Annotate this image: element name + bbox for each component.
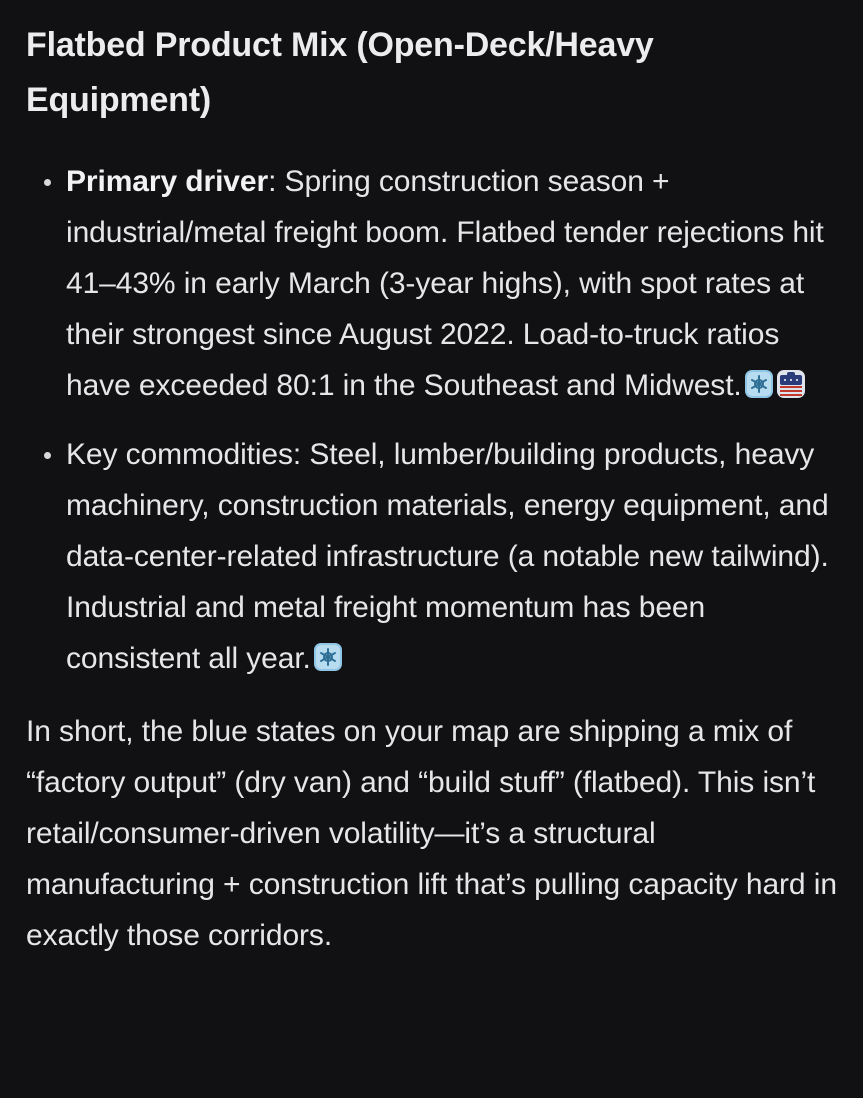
flag-source-icon[interactable] [776, 369, 806, 399]
section-heading-line-1: Flatbed Product Mix (Open-Deck/Heavy [26, 26, 654, 64]
section-heading [26, 18, 846, 128]
bullet-bold-label: Primary driver [66, 165, 269, 198]
snowflake-source-icon[interactable] [744, 369, 774, 399]
snowflake-source-icon[interactable] [313, 642, 343, 672]
bullet-primary-driver [26, 156, 846, 411]
bullet-dot [44, 179, 51, 186]
summary-paragraph: In short, the blue states on your map are shipping a mix of “factory output” (dry van) and “build stuff” (flatbed). This isn’t retail/consumer-driven volatility—it’s a structural manufacturing + construction lift that’s pulling capacity hard in exactly those corridors. [26, 715, 837, 952]
bullet-dot [44, 452, 51, 459]
response-content [26, 18, 846, 961]
bullet-key-commodities [26, 429, 846, 684]
bullet-text: : Spring construction season + industrial/metal freight boom. Flatbed tender rejections hit 41–43% in early March (3-year highs), with spot rates at their strongest since August 2022. Load-to-truck ratios have exceeded 80:1 in the Southeast and Midwest. [66, 165, 824, 402]
bullet-list [26, 156, 846, 684]
section-heading-line-2: Equipment) [26, 81, 211, 119]
bullet-text: Key commodities: Steel, lumber/building products, heavy machinery, construction materials, energy equipment, and data-center-related infrastructure (a notable new tailwind). Industrial and metal freight momentum has been consistent all year. [66, 438, 829, 675]
